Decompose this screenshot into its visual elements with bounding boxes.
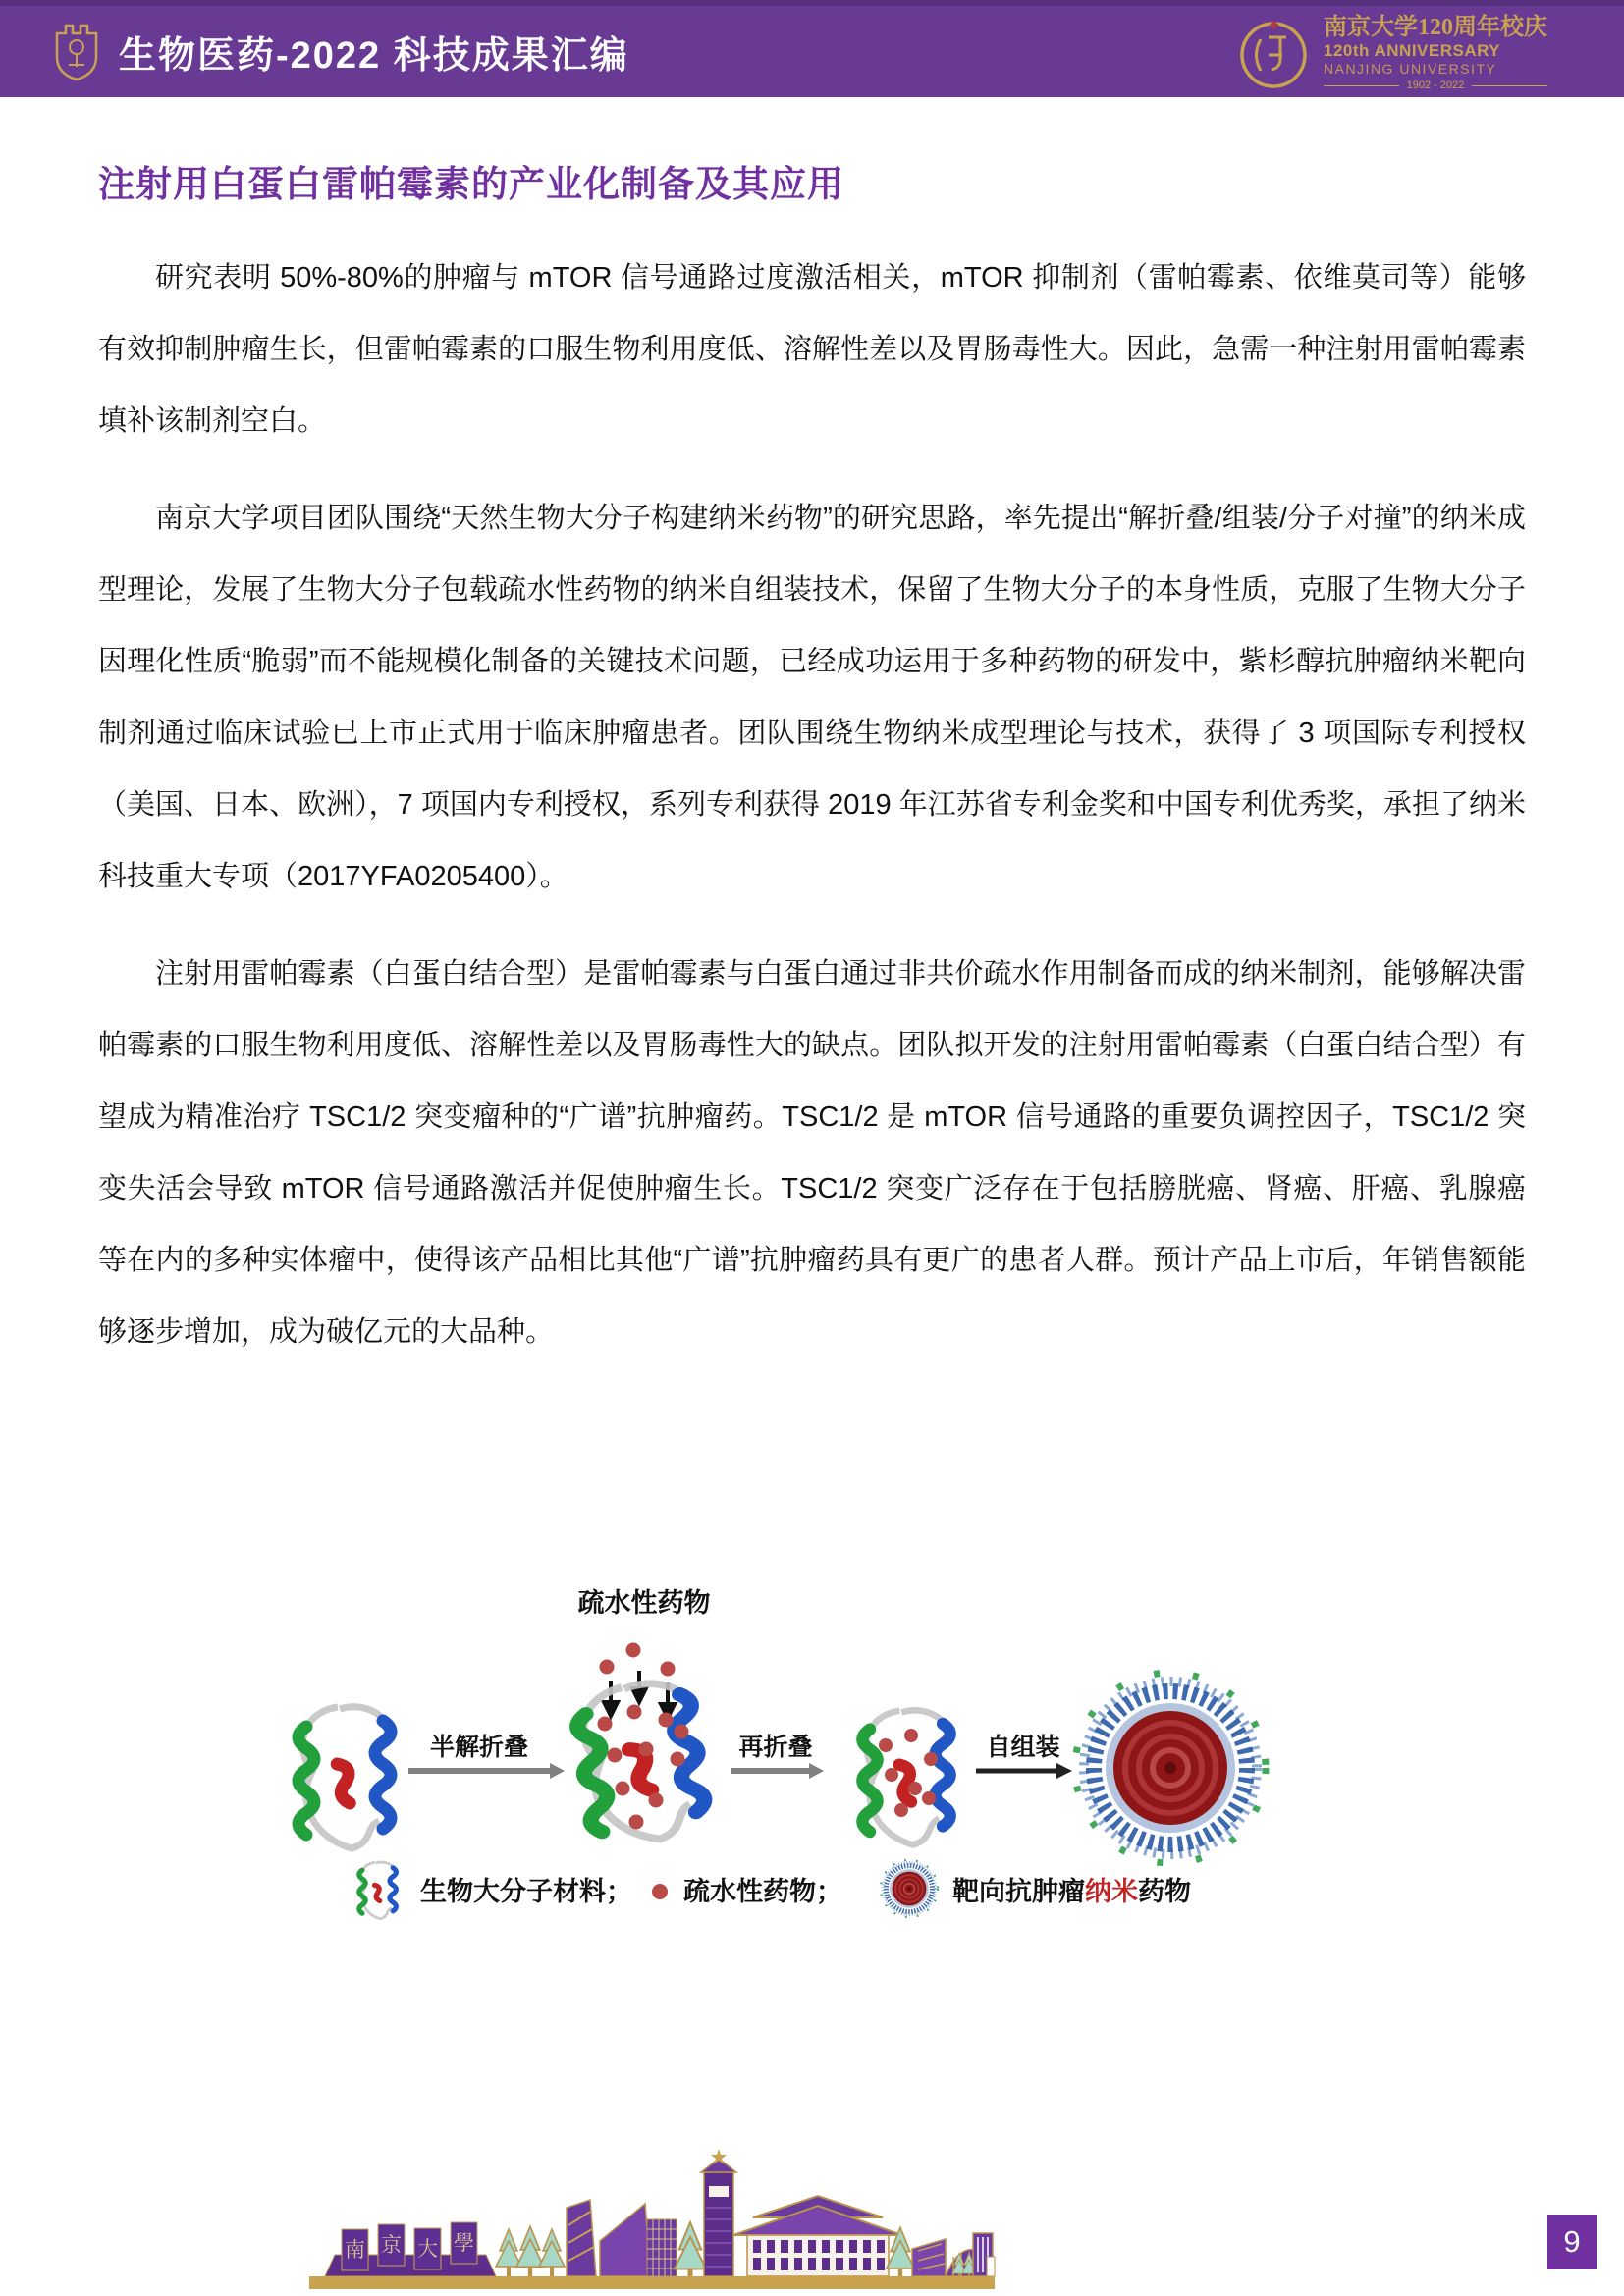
page-header — [0, 0, 1624, 97]
svg-text:學: 學 — [454, 2231, 474, 2255]
anniversary-block — [1237, 14, 1547, 92]
step1-label: 半解折叠 — [429, 1735, 529, 1761]
article-body — [98, 97, 1526, 1394]
anniversary-years-label: 1902 - 2022 — [1406, 79, 1465, 91]
divider-line — [1472, 85, 1547, 86]
anniversary-zh: 南京大学120周年校庆 — [1324, 15, 1547, 41]
drug-label: 疏水性药物 — [577, 1588, 711, 1618]
compilation-title: 生物医药-2022 科技成果汇编 — [119, 35, 629, 77]
nanoparticle-icon — [881, 1860, 938, 1917]
paragraph-3: 注射用雷帕霉素（白蛋白结合型）是雷帕霉素与白蛋白通过非共价疏水作用制备而成的纳米制剂，能够解决雷帕霉素的口服生物利用度低、溶解性差以及胃肠毒性大的缺点。团队拟开发的注射用雷帕霉素（白蛋白结合型）有望成为精准治疗 TSC1/2 突变瘤种的“广谱”抗肿瘤药。TSC1/2 是 mTOR 信号通路的重要负调控因子，TSC1/2 突变失活会导致 mTOR 信号通路激活并促使肿瘤生长。TSC1/2 突变广泛存在于包括膀胱癌、肾癌、肝癌、乳腺癌等在内的多种实体瘤中，使得该产品相比其他“广谱”抗肿瘤药具有更广的患者人群。预计产品上市后，年销售额能够逐步增加，成为破亿元的大品种。 — [98, 958, 1526, 1348]
divider-line — [1324, 85, 1399, 86]
anniversary-text — [1324, 14, 1547, 92]
svg-text:京: 京 — [381, 2233, 402, 2257]
svg-text:大: 大 — [417, 2237, 438, 2261]
paragraph-2: 南京大学项目团队围绕“天然生物大分子构建纳米药物”的研究思路，率先提出“解折叠/组装/分子对撞”的纳米成型理论，发展了生物大分子包载疏水性药物的纳米自组装技术，保留了生物大分子的本身性质，克服了生物大分子因理化性质“脆弱”而不能规模化制备的关键技术问题，已经成功运用于多种药物的研发中，紫杉醇抗肿瘤纳米靶向制剂通过临床试验已上市正式用于临床肿瘤患者。团队围绕生物纳米成型理论与技术，获得了 3 项国际专利授权（美国、日本、欧洲），7 项国内专利授权，系列专利获得 2019 年江苏省专利金奖和中国专利优秀奖，承担了纳米科技重大专项（2017YFA0205400）。 — [98, 503, 1526, 892]
legend-protein-label: 生物大分子材料； — [420, 1877, 632, 1906]
nano-assembly-diagram — [275, 1567, 1276, 1930]
legend-drug-label: 疏水性药物； — [683, 1877, 842, 1906]
anniversary-years — [1324, 80, 1547, 92]
nanoparticle — [1075, 1673, 1266, 1863]
anniversary-en: 120th ANNIVERSARY — [1324, 41, 1501, 61]
university-shield-icon — [54, 22, 99, 82]
step1-arrow-icon — [408, 1763, 565, 1779]
figure-legend — [359, 1860, 1191, 1919]
anniversary-seal-icon — [1237, 14, 1310, 92]
page-number-badge: 9 — [1547, 2215, 1597, 2269]
legend-nano-label: 靶向抗肿瘤纳米药物 — [952, 1877, 1191, 1906]
paragraph-1: 研究表明 50%-80%的肿瘤与 mTOR 信号通路过度激活相关，mTOR 抑制剂（雷帕霉素、依维莫司等）能够有效抑制肿瘤生长，但雷帕霉素的口服生物利用度低、溶解性差以及胃肠毒性大。因此，急需一种注射用雷帕霉素填补该制剂空白。 — [98, 262, 1526, 437]
protein-folded — [298, 1707, 391, 1848]
anniversary-university: NANJING UNIVERSITY — [1324, 61, 1497, 78]
step2-label: 再折叠 — [738, 1735, 813, 1761]
protein-ribbon-icon — [359, 1862, 397, 1919]
article-title: 注射用白蛋白雷帕霉素的产业化制备及其应用 — [98, 164, 844, 204]
step2-arrow-icon — [731, 1763, 824, 1779]
campus-skyline-illustration — [309, 2109, 997, 2296]
drug-dot-icon — [652, 1884, 668, 1899]
protein-refolded — [862, 1710, 949, 1844]
step3-arrow-icon — [976, 1763, 1072, 1779]
svg-text:南: 南 — [345, 2238, 365, 2262]
step3-label: 自组装 — [986, 1735, 1060, 1761]
